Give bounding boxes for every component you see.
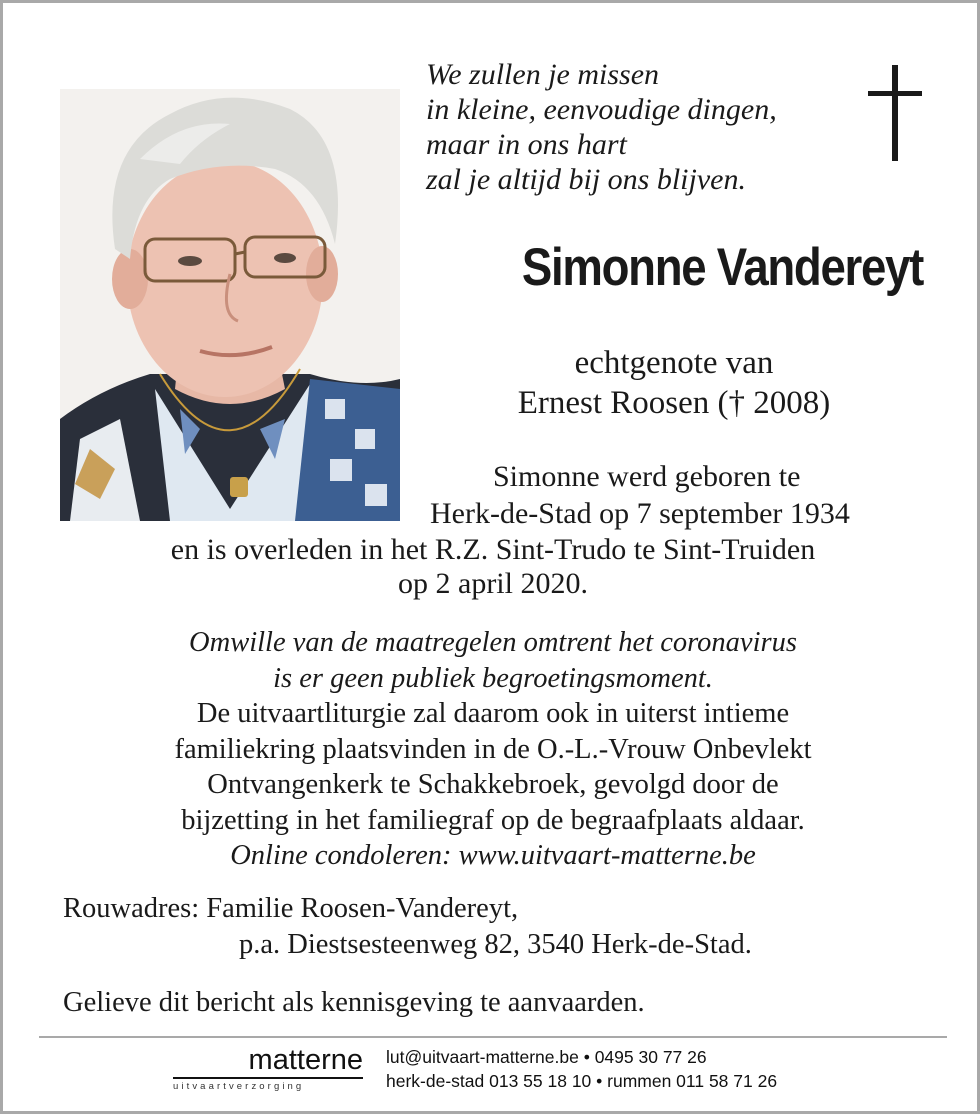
poem-line: zal je altijd bij ons blijven. — [426, 163, 746, 196]
portrait-photo — [60, 89, 400, 521]
footer-divider — [39, 1036, 947, 1038]
address-line: p.a. Diestsesteenweg 82, 3540 Herk-de-Stad. — [239, 929, 752, 960]
contact-line: herk-de-stad 013 55 18 10 • rummen 011 58 71 26 — [386, 1071, 778, 1091]
cross-icon — [865, 63, 925, 163]
portrait-illustration — [60, 89, 400, 521]
poem-verse — [426, 57, 846, 197]
liturgy-line: De uitvaartliturgie zal daarom ook in uiterst intieme — [196, 698, 790, 729]
poem-line: maar in ons hart — [426, 128, 627, 161]
address-line: Rouwadres: Familie Roosen-Vandereyt, — [63, 893, 519, 924]
logo-wordmark: matterne — [248, 1044, 363, 1076]
logo-underline — [173, 1077, 363, 1079]
matterne-logo — [173, 1043, 363, 1099]
liturgy-line: Ontvangenkerk te Schakkebroek, gevolgd door de — [207, 769, 779, 800]
contact-info — [386, 1045, 946, 1093]
relation-block — [423, 343, 925, 423]
corona-line: Omwille van de maatregelen omtrent het coronavirus — [189, 627, 797, 658]
liturgy-line: familiekring plaatsvinden in de O.-L.-Vrouw Onbevlekt — [174, 733, 812, 765]
spouse-line: Ernest Roosen († 2008) — [517, 385, 831, 421]
online-condolence-line: Online condoleren: www.uitvaart-matterne.be — [230, 840, 756, 871]
liturgy-line: bijzetting in het familiegraf op de begraafplaats aldaar. — [181, 804, 805, 836]
contact-line: lut@uitvaart-matterne.be • 0495 30 77 26 — [386, 1047, 707, 1067]
poem-line: We zullen je missen — [426, 58, 660, 91]
birth-line: Simonne werd geboren te — [493, 460, 801, 493]
deceased-name: Simonne Vandereyt — [521, 238, 923, 297]
ceremony-block — [43, 625, 943, 874]
birth-date-line: Herk-de-Stad op 7 september 1934 — [430, 497, 850, 530]
poem-line: in kleine, eenvoudige dingen, — [426, 93, 777, 126]
corona-line: is er geen publiek begroetingsmoment. — [273, 662, 713, 694]
notice-text: Gelieve dit bericht als kennisgeving te aanvaarden. — [63, 987, 645, 1018]
death-place-line: en is overleden in het R.Z. Sint-Trudo te Sint-Truiden — [170, 533, 816, 566]
logo-tagline: uitvaartverzorging — [173, 1081, 305, 1092]
mourning-address — [63, 891, 943, 963]
relation-line: echtgenote van — [574, 345, 774, 381]
death-date-line: op 2 april 2020. — [398, 567, 588, 600]
